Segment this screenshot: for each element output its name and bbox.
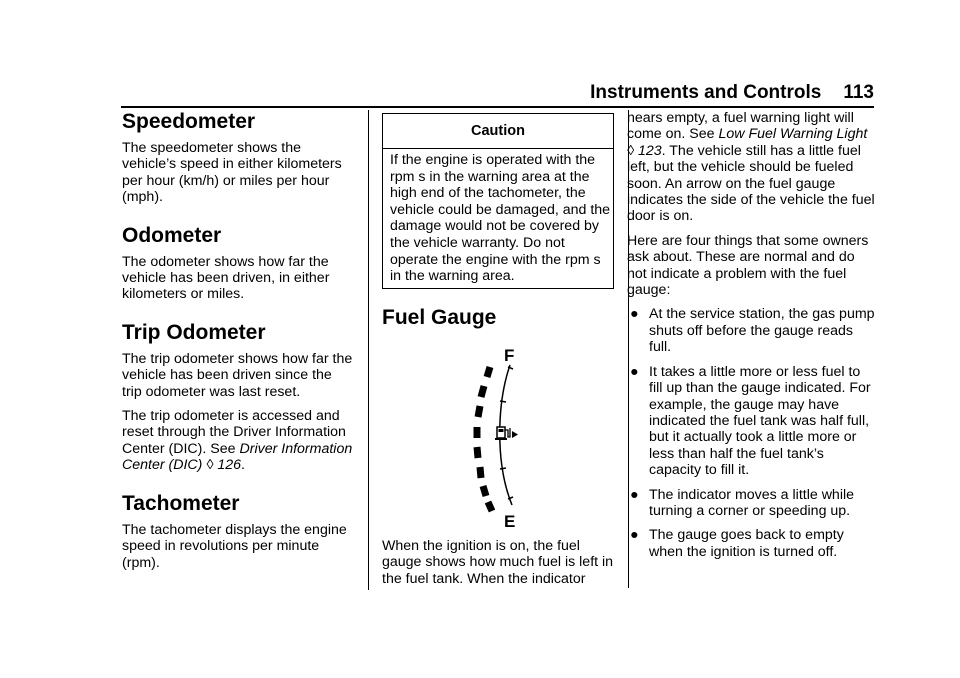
full-mark-label: F bbox=[504, 346, 515, 365]
bullet-icon: ● bbox=[630, 527, 639, 544]
odometer-heading: Odometer bbox=[122, 223, 222, 247]
dic-reference-page: 126 bbox=[217, 457, 242, 474]
column-divider-1 bbox=[368, 110, 369, 590]
column-3 bbox=[627, 110, 877, 560]
caution-text: If the engine is operated with the rpm s in the warning area at the high end of the tachometer, the vehicle could be damaged, and the damage would not be covered by the vehicle warranty. Do not operate the engine with the rpm s in the warning area. bbox=[390, 152, 611, 285]
low-fuel-reference-label: Low Fuel Warning Light bbox=[718, 126, 868, 143]
list-item bbox=[627, 527, 877, 560]
section-title: Instruments and Controls bbox=[590, 82, 822, 103]
list-item-text: It takes a little more or less fuel to fill up than the gauge indicated. For example, the gauge may have indicated the fuel tank was half full, but it actually took a little more or less than half the fuel tank’s capacity to fill it. bbox=[649, 363, 871, 479]
list-item bbox=[627, 306, 877, 355]
caution-rule bbox=[383, 148, 613, 149]
header-rule bbox=[121, 106, 874, 108]
fuel-door-arrow-icon bbox=[512, 431, 518, 438]
trip-odometer-text-2a: The trip odometer is accessed and reset through the Driver Information Center (DIC). See bbox=[122, 408, 346, 457]
tachometer-text: The tachometer displays the engine speed in revolutions per minute (rpm). bbox=[122, 521, 347, 571]
fuel-gauge-text: When the ignition is on, the fuel gauge shows how much fuel is left in the fuel tank. When the indicator bbox=[382, 538, 614, 587]
caution-title: Caution bbox=[471, 123, 525, 139]
tachometer-heading: Tachometer bbox=[122, 491, 240, 515]
continued-text-a: nears empty, a fuel warning light will come on. See bbox=[627, 110, 854, 143]
empty-mark-label: E bbox=[504, 512, 516, 531]
gauge-outer-ticks bbox=[477, 367, 492, 511]
dic-reference-label: Driver Information Center (DIC) bbox=[122, 440, 353, 474]
trip-odometer-text-2 bbox=[122, 408, 354, 474]
list-item-text: The gauge goes back to empty when the ignition is turned off. bbox=[649, 527, 844, 560]
trip-odometer-text-1: The trip odometer shows how far the vehicle has been driven since the trip odometer was last reset. bbox=[122, 350, 353, 400]
fuel-gauge-heading: Fuel Gauge bbox=[382, 306, 497, 329]
trip-odometer-heading: Trip Odometer bbox=[122, 320, 266, 344]
page-reference-icon: ◊ bbox=[627, 142, 635, 159]
bullet-icon: ● bbox=[630, 306, 639, 323]
caution-box bbox=[382, 113, 614, 289]
low-fuel-reference-page: 123 bbox=[637, 142, 662, 159]
bullet-icon: ● bbox=[630, 363, 639, 380]
page-number: 113 bbox=[843, 82, 874, 103]
page-header bbox=[0, 82, 874, 104]
odometer-text: The odometer shows how far the vehicle has been driven, in either kilometers or miles. bbox=[122, 253, 330, 303]
list-item bbox=[627, 364, 877, 479]
trip-odometer-text-2-end: . bbox=[241, 457, 245, 474]
column-1 bbox=[122, 110, 354, 571]
fuel-pump-icon bbox=[495, 427, 510, 440]
list-item-text: At the service station, the gas pump shuts off before the gauge reads full. bbox=[649, 306, 875, 356]
four-things-intro: Here are four things that some owners ask about. These are normal and do not indicate a problem with the fuel gauge: bbox=[627, 232, 869, 299]
bullet-icon: ● bbox=[630, 486, 639, 503]
fuel-gauge-continued-text bbox=[627, 110, 877, 225]
continued-text-b: . The vehicle still has a little fuel left, but the vehicle should be fueled soon. An arrow on the fuel gauge indicates the side of the vehicle the fuel door is on. bbox=[627, 142, 875, 225]
list-item bbox=[627, 487, 877, 520]
fuel-gauge-icon bbox=[440, 345, 560, 535]
page-reference-icon: ◊ bbox=[206, 457, 214, 474]
speedometer-heading: Speedometer bbox=[122, 110, 256, 133]
list-item-text: The indicator moves a little while turning a corner or speeding up. bbox=[649, 486, 855, 519]
fuel-gauge-illustration bbox=[440, 345, 560, 535]
speedometer-text: The speedometer shows the vehicle’s speed in either kilometers per hour (km/h) or miles per hour (mph). bbox=[122, 140, 342, 206]
